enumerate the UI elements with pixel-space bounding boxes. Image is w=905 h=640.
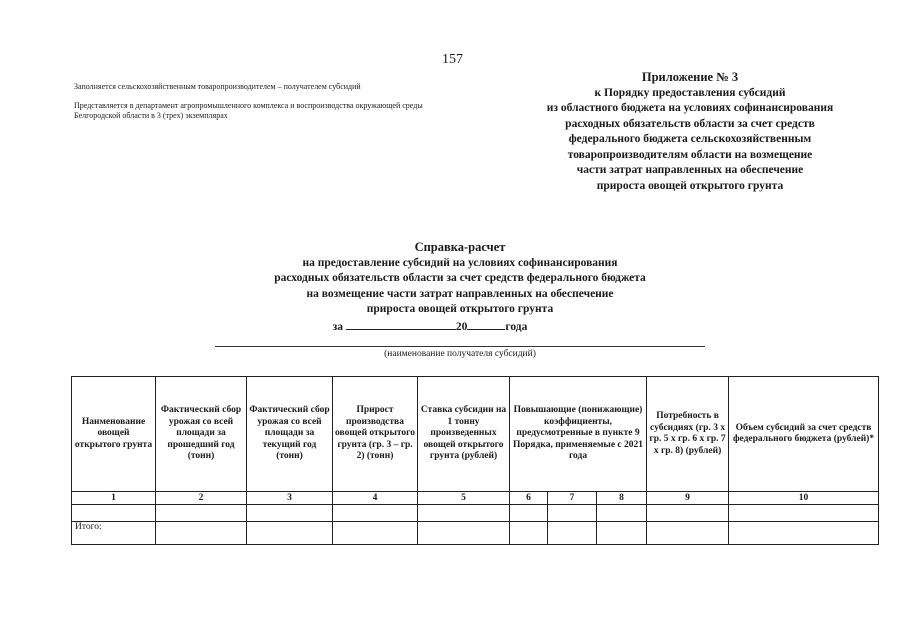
table-row xyxy=(72,505,879,522)
appendix-line: федерального бюджета сельскохозяйственным xyxy=(568,133,812,145)
appendix-number: Приложение № 3 xyxy=(641,70,739,84)
period-blank-year xyxy=(467,318,505,330)
table-cell[interactable] xyxy=(597,505,647,522)
title-heading: Справка-расчет xyxy=(414,240,506,254)
column-number: 9 xyxy=(647,492,729,505)
header-federal-subsidy-volume: Объем субсидий за счет средств федерального бюджета (рублей)* xyxy=(729,377,879,492)
filled-by-note: Заполняется сельскохозяйственным товаропроизводителем – получателем субсидий xyxy=(74,82,361,91)
table-cell[interactable] xyxy=(156,505,247,522)
column-number: 3 xyxy=(247,492,333,505)
table-cell[interactable] xyxy=(647,522,729,545)
period-blank-day xyxy=(346,318,456,330)
table-cell[interactable] xyxy=(333,505,418,522)
column-number: 7 xyxy=(548,492,597,505)
column-number: 2 xyxy=(156,492,247,505)
title-line: прироста овощей открытого грунта xyxy=(366,303,554,315)
title-line: расходных обязательств области за счет средств федерального бюджета xyxy=(274,272,646,284)
total-label: Итого: xyxy=(72,522,156,545)
period-suffix: года xyxy=(505,320,528,333)
period-prefix: за xyxy=(332,320,344,333)
page-number: 157 xyxy=(442,52,463,67)
column-number: 5 xyxy=(418,492,510,505)
table-cell[interactable] xyxy=(418,522,510,545)
header-production-growth: Прирост производства овощей открытого грунта (гр. 3 – гр. 2) (тонн) xyxy=(333,377,418,492)
table-cell[interactable] xyxy=(510,505,548,522)
table-cell[interactable] xyxy=(548,522,597,545)
recipient-caption: (наименование получателя субсидий) xyxy=(384,349,536,359)
header-harvest-previous-year: Фактический сбор урожая со всей площади за прошедший год (тонн) xyxy=(156,377,247,492)
header-vegetable-name: Наименование овощей открытого грунта xyxy=(72,377,156,492)
document-title xyxy=(200,240,720,335)
appendix-line: прироста овощей открытого грунта xyxy=(596,179,784,192)
table-cell[interactable] xyxy=(729,505,879,522)
appendix-line: из областного бюджета на условиях софинансирования xyxy=(546,102,834,114)
title-line: на предоставление субсидий на условиях софинансирования xyxy=(302,256,618,269)
column-number: 4 xyxy=(333,492,418,505)
table-cell[interactable] xyxy=(156,522,247,545)
header-subsidy-need: Потребность в субсидиях (гр. 3 х гр. 5 х гр. 6 х гр. 7 х гр. 8) (рублей) xyxy=(647,377,729,492)
table-cell[interactable] xyxy=(548,505,597,522)
table-cell[interactable] xyxy=(597,522,647,545)
appendix-line: товаропроизводителям области на возмещение xyxy=(567,148,813,161)
header-subsidy-rate: Ставка субсидии на 1 тонну произведенных овощей открытого грунта (рублей) xyxy=(418,377,510,492)
appendix-line: части затрат направленных на обеспечение xyxy=(576,164,804,176)
table-cell[interactable] xyxy=(247,522,333,545)
table-cell[interactable] xyxy=(72,505,156,522)
table-cell[interactable] xyxy=(247,505,333,522)
appendix-line: к Порядку предоставления субсидий xyxy=(594,86,786,99)
calculation-table xyxy=(71,376,879,545)
period-year: 20 xyxy=(455,320,468,333)
table-cell[interactable] xyxy=(418,505,510,522)
recipient-underline xyxy=(215,346,705,347)
header-harvest-current-year: Фактический сбор урожая со всей площади за текущий год (тонн) xyxy=(247,377,333,492)
table-cell[interactable] xyxy=(510,522,548,545)
table-cell[interactable] xyxy=(729,522,879,545)
column-number: 1 xyxy=(72,492,156,505)
column-number-row xyxy=(72,492,879,505)
total-row xyxy=(72,522,879,545)
submitted-to-note: Представляется в департамент агропромышленного комплекса и воспроизводства окружающей среды Белгородской области в 3 (трех) экземплярах xyxy=(74,101,423,120)
table-cell[interactable] xyxy=(333,522,418,545)
appendix-line: расходных обязательств области за счет средств xyxy=(565,117,815,130)
period-line xyxy=(140,318,720,336)
table-cell[interactable] xyxy=(647,505,729,522)
table-header-row xyxy=(72,377,879,492)
column-number: 8 xyxy=(597,492,647,505)
appendix-block xyxy=(500,70,880,194)
column-number: 10 xyxy=(729,492,879,505)
title-line: на возмещение части затрат направленных на обеспечение xyxy=(306,287,614,300)
column-number: 6 xyxy=(510,492,548,505)
header-coefficients: Повышающие (понижающие) коэффициенты, предусмотренные в пункте 9 Порядка, применяемые с 2021 года xyxy=(510,377,647,492)
